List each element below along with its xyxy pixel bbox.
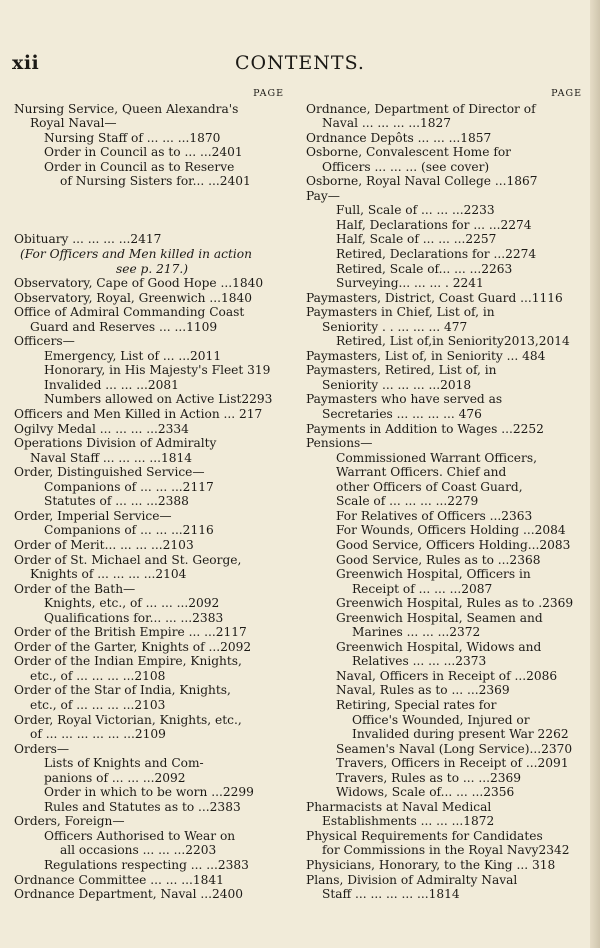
index-entry: Paymasters, Retired, List of, in <box>306 363 497 378</box>
index-entry: Invalided during present War 2262 <box>352 727 569 742</box>
index-entry: for Commissions in the Royal Navy2342 <box>322 843 570 858</box>
index-entry: Orders, Foreign— <box>14 814 125 829</box>
index-entry: Rules and Statutes as to ...2383 <box>44 799 241 814</box>
index-entry: Nursing Staff of ... ... ...1870 <box>44 130 221 145</box>
index-entry: Obituary ... ... ... ...2417 <box>14 232 162 247</box>
index-entry: Observatory, Cape of Good Hope ...1840 <box>14 276 264 291</box>
index-entry: Ordnance Department, Naval ...2400 <box>14 887 244 902</box>
index-entry: Scale of ... ... ... ...2279 <box>336 494 479 509</box>
index-entry: Order of the Bath— <box>14 581 136 596</box>
index-entry: of Nursing Sisters for... ...2401 <box>60 174 251 189</box>
index-entry: Good Service, Rules as to ...2368 <box>336 552 541 567</box>
left-column <box>14 87 290 902</box>
index-entry: Officers and Men Killed in Action ... 217 <box>14 407 263 422</box>
index-entry: Companions of ... ... ...2116 <box>44 523 214 538</box>
running-title: CONTENTS. <box>235 52 365 74</box>
index-entry: Surveying... ... ... . 2241 <box>336 276 484 291</box>
index-entry: Pensions— <box>306 436 373 451</box>
right-column <box>306 87 588 902</box>
index-entry: Guard and Reserves ... ...1109 <box>30 319 218 334</box>
index-entry: Orders— <box>14 741 70 756</box>
index-entry: Order of St. Michael and St. George, <box>14 552 242 567</box>
index-entry: Good Service, Officers Holding...2083 <box>336 537 571 552</box>
index-entry: Order, Distinguished Service— <box>14 465 205 480</box>
index-entry: Observatory, Royal, Greenwich ...1840 <box>14 290 252 305</box>
index-entry: Ordnance, Department of Director of <box>306 101 536 116</box>
index-entry: Officers ... ... ... (see cover) <box>322 159 490 174</box>
index-entry: Greenwich Hospital, Rules as to .2369 <box>336 596 574 611</box>
index-entry: Ogilvy Medal ... ... ... ...2334 <box>14 421 189 436</box>
page-header <box>0 52 600 76</box>
index-entry: Lists of Knights and Com- <box>44 756 204 771</box>
index-entry: Physicians, Honorary, to the King ... 318 <box>306 857 556 872</box>
index-entry: Warrant Officers. Chief and <box>336 465 507 480</box>
index-entry: Commissioned Warrant Officers, <box>336 450 537 465</box>
index-entry: Travers, Rules as to ... ...2369 <box>336 770 522 785</box>
index-entry: etc., of ... ... ... ...2103 <box>30 697 166 712</box>
index-entry: Operations Division of Admiralty <box>14 436 217 451</box>
index-entry: all occasions ... ... ...2203 <box>60 843 217 858</box>
index-entry: Paymasters in Chief, List of, in <box>306 305 495 320</box>
index-entry: Emergency, List of ... ...2011 <box>44 348 222 363</box>
index-entry: Royal Naval— <box>30 116 117 131</box>
index-entry: Ordnance Committee ... ... ...1841 <box>14 872 224 887</box>
blank-space <box>14 189 290 233</box>
index-entry: Paymasters who have served as <box>306 392 503 407</box>
index-entry: other Officers of Coast Guard, <box>336 479 523 494</box>
index-entry: Secretaries ... ... ... ... 476 <box>322 407 482 422</box>
index-entry: Office of Admiral Commanding Coast <box>14 305 245 320</box>
page-column-label: PAGE <box>551 88 582 99</box>
index-entry: panions of ... ... ...2092 <box>44 770 186 785</box>
index-entry: Order in Council as to ... ...2401 <box>44 145 243 160</box>
index-entry: Office's Wounded, Injured or <box>352 712 530 727</box>
index-entry: Naval ... ... ... ...1827 <box>322 116 451 131</box>
index-entry: Numbers allowed on Active List2293 <box>44 392 273 407</box>
index-entry: Order of the Indian Empire, Knights, <box>14 654 242 669</box>
index-entry: Osborne, Royal Naval College ...1867 <box>306 174 538 189</box>
index-entry: Naval, Officers in Receipt of ...2086 <box>336 668 558 683</box>
index-entry: Staff ... ... ... ... ...1814 <box>322 887 460 902</box>
page-column-label: PAGE <box>253 88 284 99</box>
index-entry: Half, Declarations for ... ...2274 <box>336 217 532 232</box>
index-entry: Statutes of ... ... ...2388 <box>44 494 189 509</box>
index-entry: Relatives ... ... ...2373 <box>352 654 487 669</box>
index-entry: Regulations respecting ... ...2383 <box>44 857 249 872</box>
index-entry: Honorary, in His Majesty's Fleet 319 <box>44 363 271 378</box>
index-entry: Seniority . . ... ... ... 477 <box>322 319 468 334</box>
index-entry: Physical Requirements for Candidates <box>306 828 543 843</box>
index-entry: Payments in Addition to Wages ...2252 <box>306 421 544 436</box>
index-entry: For Wounds, Officers Holding ...2084 <box>336 523 566 538</box>
index-entry: Order of the Star of India, Knights, <box>14 683 231 698</box>
index-entry: Widows, Scale of... ... ...2356 <box>336 785 515 800</box>
index-entry: Greenwich Hospital, Officers in <box>336 567 531 582</box>
index-entry: Retired, Declarations for ...2274 <box>336 247 537 262</box>
index-entry: Order of Merit... ... ... ...2103 <box>14 537 194 552</box>
index-entry: Establishments ... ... ...1872 <box>322 814 495 829</box>
index-entry: Knights, etc., of ... ... ...2092 <box>44 596 220 611</box>
index-entry: Seamen's Naval (Long Service)...2370 <box>336 741 573 756</box>
index-entry: etc., of ... ... ... ...2108 <box>30 668 166 683</box>
page-edge-shadow <box>590 0 600 948</box>
index-entry: Officers— <box>14 334 75 349</box>
index-entry: Seniority ... ... ... ...2018 <box>322 377 472 392</box>
index-entry: Osborne, Convalescent Home for <box>306 145 511 160</box>
index-entry: Pay— <box>306 188 340 203</box>
page-number: xii <box>12 52 40 74</box>
index-entry: Order, Imperial Service— <box>14 508 172 523</box>
index-entry: Companions of ... ... ...2117 <box>44 479 214 494</box>
index-entry: Order, Royal Victorian, Knights, etc., <box>14 712 242 727</box>
index-entry: Naval Staff ... ... ... ...1814 <box>30 450 193 465</box>
index-entry: Order of the Garter, Knights of ...2092 <box>14 639 252 654</box>
index-entry: Officers Authorised to Wear on <box>44 828 236 843</box>
index-note: see p. 217.) <box>116 261 188 276</box>
index-entry: Naval, Rules as to ... ...2369 <box>336 683 510 698</box>
index-entry: Invalided ... ... ...2081 <box>44 377 179 392</box>
index-entry: Paymasters, District, Coast Guard ...1116 <box>306 290 563 305</box>
index-entry: Ordnance Depôts ... ... ...1857 <box>306 130 492 145</box>
index-entry: Greenwich Hospital, Widows and <box>336 639 542 654</box>
index-entry: Greenwich Hospital, Seamen and <box>336 610 543 625</box>
index-entry: Order in Council as to Reserve <box>44 159 235 174</box>
index-entry: Pharmacists at Naval Medical <box>306 799 492 814</box>
index-entry: Nursing Service, Queen Alexandra's <box>14 101 239 116</box>
index-entry: Receipt of ... ... ...2087 <box>352 581 493 596</box>
index-entry: of ... ... ... ... ... ...2109 <box>30 727 166 742</box>
index-note: (For Officers and Men killed in action <box>20 247 252 262</box>
index-entry: Order of the British Empire ... ...2117 <box>14 625 247 640</box>
index-entry: Full, Scale of ... ... ...2233 <box>336 203 495 218</box>
index-entry: Travers, Officers in Receipt of ...2091 <box>336 756 569 771</box>
index-entry: Retiring, Special rates for <box>336 697 497 712</box>
index-entry: Order in which to be worn ...2299 <box>44 785 254 800</box>
index-entry: Half, Scale of ... ... ...2257 <box>336 232 497 247</box>
index-entry: Marines ... ... ...2372 <box>352 625 481 640</box>
index-entry: Retired, List of,in Seniority2013,2014 <box>336 334 570 349</box>
index-entry: For Relatives of Officers ...2363 <box>336 508 533 523</box>
index-entry: Retired, Scale of... ... ...2263 <box>336 261 513 276</box>
index-entry: Plans, Division of Admiralty Naval <box>306 872 518 887</box>
index-entry: Paymasters, List of, in Seniority ... 484 <box>306 348 546 363</box>
index-entry: Qualifications for... ... ...2383 <box>44 610 224 625</box>
index-entry: Knights of ... ... ... ...2104 <box>30 567 187 582</box>
